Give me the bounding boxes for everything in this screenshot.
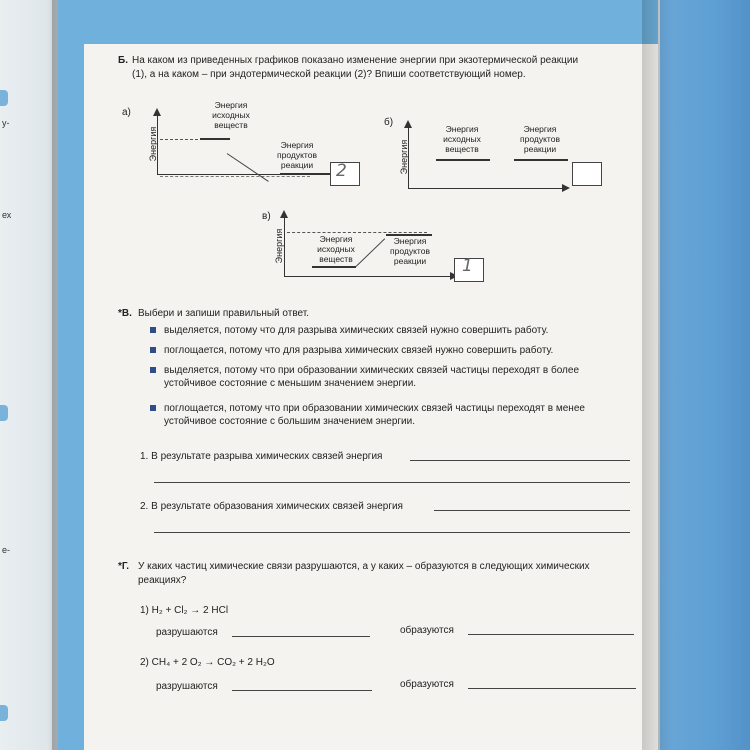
section-g-label: *Г. xyxy=(118,561,130,572)
graph-b-letter: б) xyxy=(384,117,394,128)
broken-label-2: разрушаются xyxy=(156,681,218,692)
answer-line-1a[interactable] xyxy=(410,460,630,461)
option-1: выделяется, потому что для разрыва химических связей нужно совершить работу. xyxy=(164,325,549,336)
section-b-text-line2: (1), а на каком – при эндотермической реакции (2)? Впиши соответствующий номер. xyxy=(132,69,526,80)
graph-v-reactant-level xyxy=(312,266,356,268)
section-b-label: Б. xyxy=(118,55,128,66)
option-4-line2: устойчивое состояние с большим значением энергии. xyxy=(164,416,416,427)
graph-a-y-arrow xyxy=(153,108,161,116)
answer-line-2b[interactable] xyxy=(154,532,630,533)
formed-label-2: образуются xyxy=(400,679,454,690)
bullet-icon xyxy=(150,347,156,353)
graph-b-reactant-level xyxy=(436,159,490,161)
section-b-text-line1: На каком из приведенных графиков показано изменение энергии при экзотермической реакции xyxy=(132,55,579,66)
graph-v-axis-label: Энергия xyxy=(274,228,284,264)
graph-v-product-dashed xyxy=(287,232,427,233)
graph-v-y-axis xyxy=(284,216,285,276)
left-page-fragment: у- xyxy=(2,118,10,128)
answer-line-2a[interactable] xyxy=(434,510,630,511)
graph-b-reactants-label: Энергия исходных веществ xyxy=(443,124,481,154)
graph-b-product-level xyxy=(514,159,568,161)
graph-v-handwritten-answer: 1 xyxy=(462,256,473,276)
graph-a-reactant-level xyxy=(200,138,230,140)
section-g-text-line2: реакциях? xyxy=(138,575,187,586)
worksheet xyxy=(84,44,658,750)
left-page xyxy=(0,0,60,750)
graph-b-axis-label: Энергия xyxy=(399,139,409,175)
formed-answer-line-2[interactable] xyxy=(468,688,636,689)
equation-2: 2) CH₄ + 2 O₂ → CO₂ + 2 H₂O xyxy=(140,657,275,668)
option-2: поглощается, потому что для разрыва химических связей нужно совершить работу. xyxy=(164,345,554,356)
option-3-line2: устойчивое состояние с меньшим значением энергии. xyxy=(164,378,417,389)
formed-label-1: образуются xyxy=(400,625,454,636)
left-page-fragment: ех xyxy=(2,210,12,220)
bullet-icon xyxy=(150,405,156,411)
graph-a-reactants-label: Энергия исходных веществ xyxy=(212,100,250,130)
bullet-icon xyxy=(150,367,156,373)
graph-a-products-label: Энергия продуктов реакции xyxy=(277,140,317,170)
graph-a-letter: а) xyxy=(122,107,131,118)
graph-a-axis-label: Энергия xyxy=(148,126,158,162)
graph-v-reactants-label: Энергия исходных веществ xyxy=(317,234,355,264)
graph-v-x-axis xyxy=(284,276,452,277)
graph-b-x-arrow xyxy=(562,184,570,192)
broken-answer-line-2[interactable] xyxy=(232,690,372,691)
option-3-line1: выделяется, потому что при образовании химических связей частицы переходят в более xyxy=(164,365,579,376)
graph-b-products-label: Энергия продуктов реакции xyxy=(520,124,560,154)
question-2: 2. В результате образования химических связей энергия xyxy=(140,501,403,512)
graph-a-product-level xyxy=(280,173,330,175)
section-v-prompt: Выбери и запиши правильный ответ. xyxy=(138,308,310,319)
cover-shadow xyxy=(642,0,672,750)
graph-a-product-dashed xyxy=(160,176,310,177)
section-v-label: *В. xyxy=(118,308,132,319)
graph-b-answer-box[interactable] xyxy=(572,162,602,186)
graph-v-letter: в) xyxy=(262,211,271,222)
graph-b-x-axis xyxy=(408,188,564,189)
equation-1: 1) H₂ + Cl₂ → 2 HCl xyxy=(140,605,229,616)
question-1: 1. В результате разрыва химических связей энергия xyxy=(140,451,383,462)
graph-v-products-label: Энергия продуктов реакции xyxy=(390,236,430,266)
page-tab xyxy=(0,405,8,421)
page-tab xyxy=(0,705,8,721)
page-tab xyxy=(0,90,8,106)
left-page-fragment: е- xyxy=(2,545,11,555)
right-page xyxy=(58,0,658,750)
formed-answer-line-1[interactable] xyxy=(468,634,634,635)
broken-answer-line-1[interactable] xyxy=(232,636,370,637)
graph-b-y-arrow xyxy=(404,120,412,128)
graph-v-y-arrow xyxy=(280,210,288,218)
graph-a-handwritten-answer: 2 xyxy=(336,161,347,181)
section-g-text-line1: У каких частиц химические связи разрушаются, а у каких – образуются в следующих химических xyxy=(138,561,590,572)
option-4-line1: поглощается, потому что при образовании химических связей частицы переходят в менее xyxy=(164,403,585,414)
broken-label-1: разрушаются xyxy=(156,627,218,638)
answer-line-1b[interactable] xyxy=(154,482,630,483)
bullet-icon xyxy=(150,327,156,333)
blue-cover-edge xyxy=(660,0,750,750)
